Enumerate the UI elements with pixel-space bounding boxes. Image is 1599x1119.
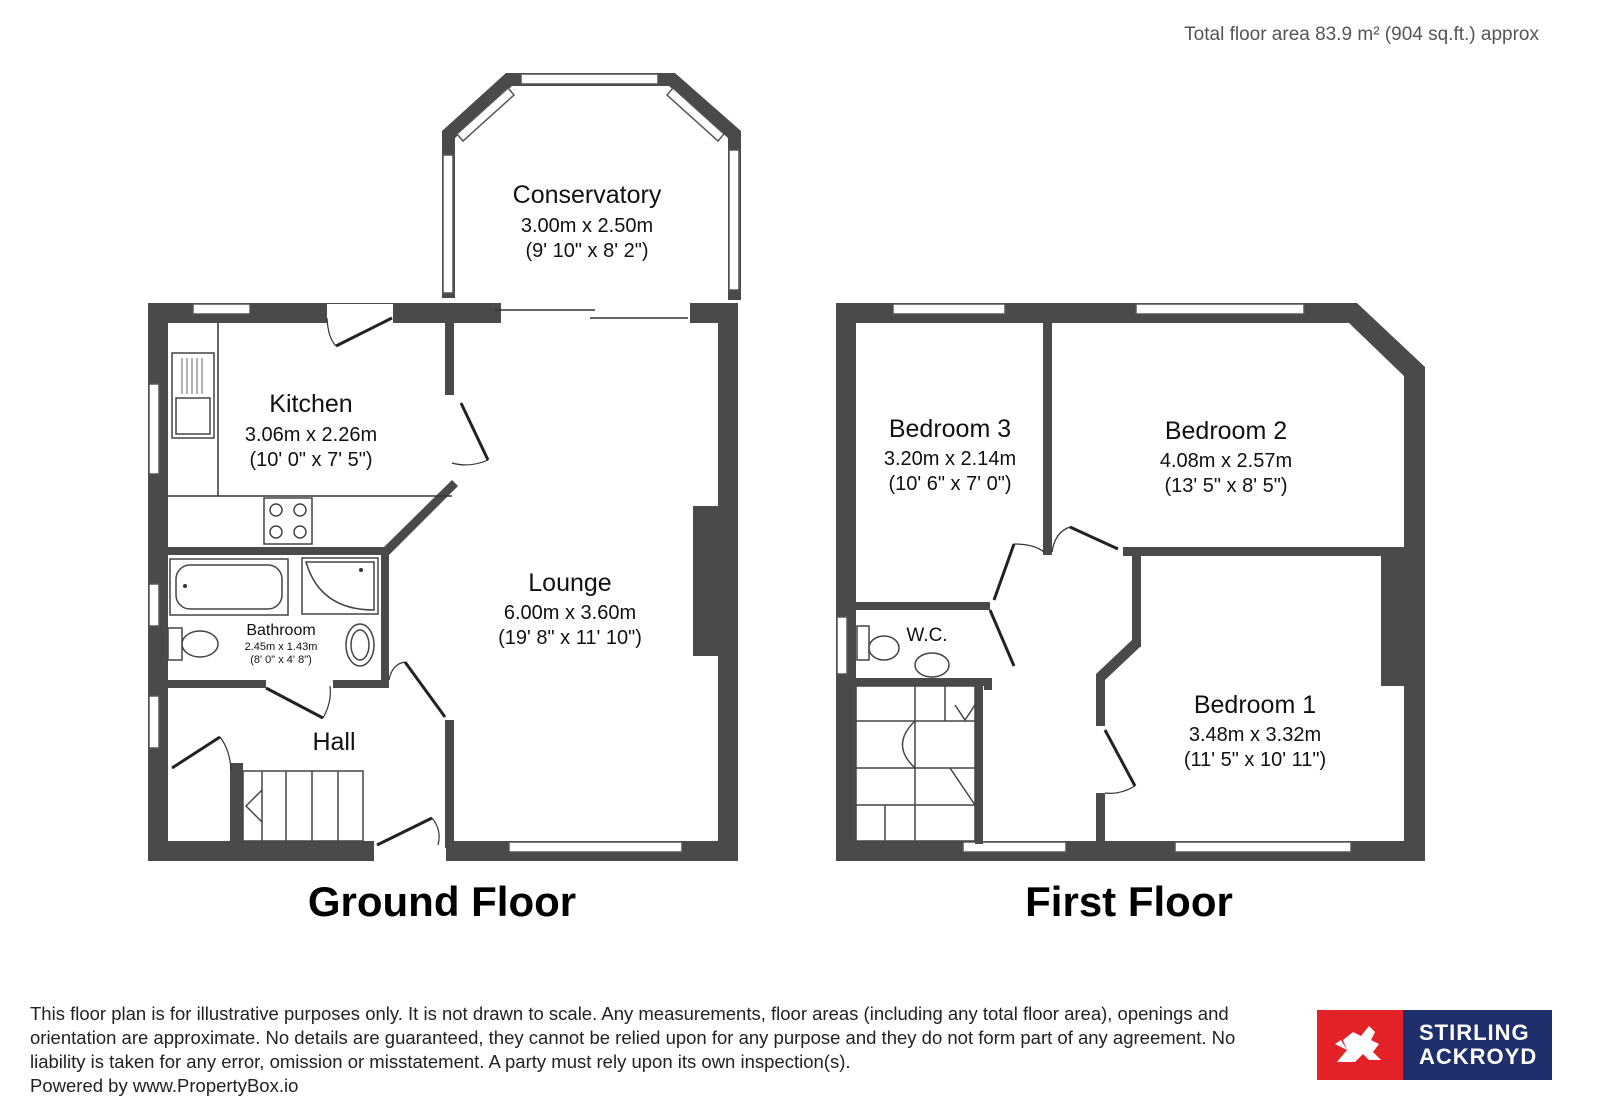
stirling-ackroyd-logo [1317,1010,1552,1080]
bathroom-imperial: (8' 0" x 4' 8") [250,654,312,666]
bedroom1-window [1175,842,1351,852]
bedroom3-name: Bedroom 3 [888,415,1012,443]
kitchen-name: Kitchen [269,390,353,418]
bedroom1-imperial: (11' 5" x 10' 11") [1183,749,1327,771]
disclaimer [30,1002,1280,1098]
total-floor-area: Total floor area 83.9 m² (904 sq.ft.) approx [1184,24,1539,45]
ground-stairs [243,771,363,841]
bedroom2-metric: 4.08m x 2.57m [1159,450,1293,472]
kitchen-metric: 3.06m x 2.26m [244,424,378,446]
wc-name: W.C. [906,625,948,646]
lounge-metric: 6.00m x 3.60m [503,602,637,624]
first-stairs [856,686,975,841]
hall-name: Hall [312,728,356,756]
logo-line-1: STIRLING [1419,1020,1530,1045]
bedroom2-window [1136,304,1304,314]
lounge-name: Lounge [528,569,612,597]
first-floor [836,303,1425,925]
wc-window [837,617,847,674]
bedroom3-window [893,304,1005,314]
lounge-window [509,842,682,852]
conservatory-name: Conservatory [512,181,662,209]
logo-line-2: ACKROYD [1419,1044,1538,1069]
front-door[interactable] [374,841,446,861]
patio-door [502,304,690,322]
hall-window [149,696,159,748]
conservatory-imperial: (9' 10" x 8' 2") [525,240,649,262]
bedroom2-name: Bedroom 2 [1164,417,1288,445]
bedroom2-imperial: (13' 5" x 8' 5") [1164,475,1288,497]
kitchen-side-window [149,384,159,474]
powered-by: Powered by www.PropertyBox.io [30,1075,299,1096]
bedroom3-metric: 3.20m x 2.14m [883,448,1017,470]
bathroom-metric: 2.45m x 1.43m [244,641,318,653]
bedroom1-name: Bedroom 1 [1193,691,1317,719]
bedroom3-imperial: (10' 6" x 7' 0") [888,473,1012,495]
kitchen-window [193,304,250,314]
kitchen-imperial: (10' 0" x 7' 5") [249,449,373,471]
griffin-icon [1317,1010,1403,1080]
bathroom-window [149,584,159,626]
bathroom-name: Bathroom [246,622,316,639]
bedroom1-metric: 3.48m x 3.32m [1188,724,1322,746]
disclaimer-text: This floor plan is for illustrative purposes only. It is not drawn to scale. Any measurements, floor areas (including any total floor area), openings and orientation are approximate. No details are guaranteed, they cannot be relied upon for any purpose and they do not form part of any agreement. No liability is taken for any error, omission or misstatement. A party must rely upon its own inspection(s). [30,1003,1236,1072]
lounge-imperial: (19' 8" x 11' 10") [498,627,642,649]
ground-floor-title: Ground Floor [307,878,577,925]
ground-floor [148,73,741,925]
conservatory-metric: 3.00m x 2.50m [520,215,654,237]
first-floor-title: First Floor [1025,878,1233,925]
